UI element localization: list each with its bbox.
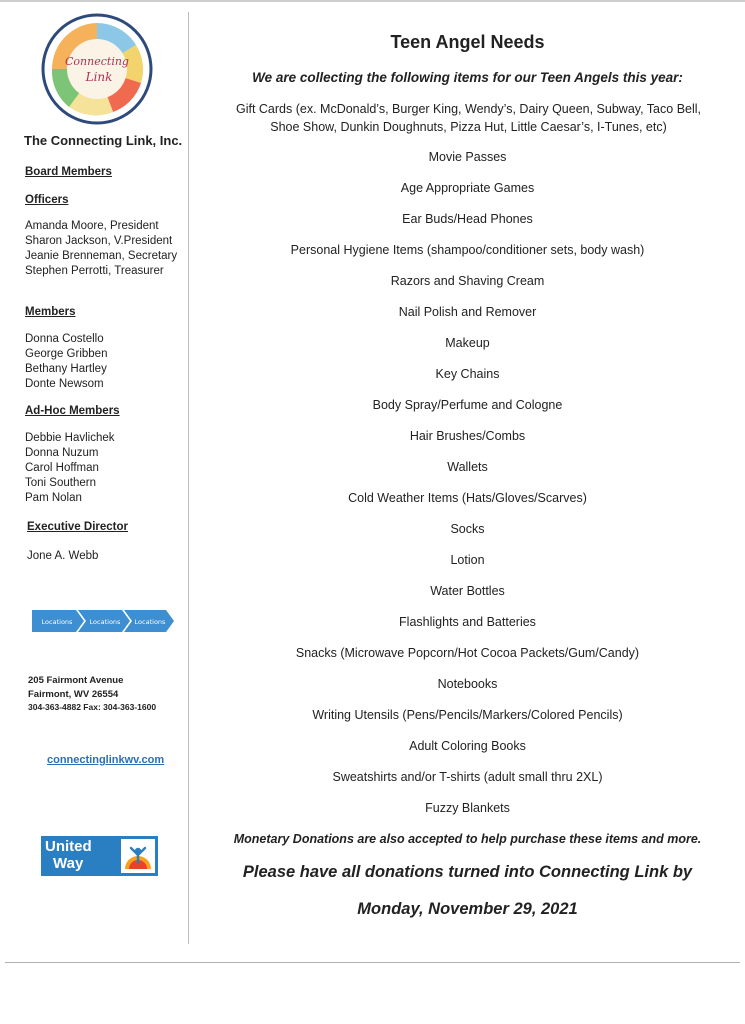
- needs-list: [190, 100, 745, 830]
- director-name: Jone A. Webb: [27, 550, 99, 562]
- list-item: Wallets: [447, 460, 488, 474]
- address-street: 205 Fairmont Avenue: [28, 675, 124, 686]
- list-item: Water Bottles: [430, 584, 505, 598]
- united-way-wordmark: [45, 838, 92, 872]
- member-item: Donte Newsom: [25, 378, 104, 390]
- logo-text-2: Link: [85, 70, 113, 84]
- adhoc-item: Debbie Havlichek: [25, 432, 115, 444]
- list-item: Body Spray/Perfume and Cologne: [372, 398, 563, 412]
- list-item: Nail Polish and Remover: [398, 305, 537, 319]
- united-way-logo: [41, 836, 158, 876]
- director-heading: Executive Director: [27, 521, 128, 533]
- deadline-date: Monday, November 29, 2021: [357, 900, 578, 918]
- locations-arrows-graphic: [32, 609, 174, 633]
- page-title: Teen Angel Needs: [390, 32, 545, 52]
- list-item: Socks: [450, 522, 485, 536]
- list-item: Writing Utensils (Pens/Pencils/Markers/Colored Pencils): [312, 708, 623, 722]
- locations-label: Locations: [134, 618, 166, 626]
- logo-text-1: Connecting: [65, 55, 129, 68]
- united-way-hand-icon: [121, 839, 155, 873]
- adhoc-heading: Ad-Hoc Members: [25, 405, 120, 417]
- page-subtitle: We are collecting the following items for our Teen Angels this year:: [252, 70, 683, 85]
- adhoc-item: Donna Nuzum: [25, 447, 99, 459]
- address-city: Fairmont, WV 26554: [28, 688, 119, 700]
- list-item: Flashlights and Batteries: [399, 615, 536, 629]
- united-way-line1: United: [45, 838, 92, 855]
- list-item: Sweatshirts and/or T-shirts (adult small thru 2XL): [332, 770, 603, 784]
- officer-item: Stephen Perrotti, Treasurer: [25, 265, 164, 277]
- list-item: Age Appropriate Games: [400, 181, 535, 195]
- list-item: Movie Passes: [428, 150, 507, 164]
- adhoc-list: [25, 431, 115, 506]
- bottom-rule: [5, 962, 740, 963]
- officer-item: Sharon Jackson, V.President: [25, 235, 173, 247]
- list-item: Adult Coloring Books: [409, 739, 526, 753]
- locations-label: Locations: [89, 618, 121, 626]
- member-item: George Gribben: [25, 348, 108, 360]
- sidebar: [0, 0, 188, 950]
- list-item: Snacks (Microwave Popcorn/Hot Cocoa Packets/Gum/Candy): [295, 646, 640, 660]
- list-item: Hair Brushes/Combs: [409, 429, 526, 443]
- column-divider: [188, 12, 189, 944]
- address-phone: 304-363-4882 Fax: 304-363-1600: [28, 702, 157, 712]
- adhoc-item: Pam Nolan: [25, 492, 82, 504]
- list-item: Cold Weather Items (Hats/Gloves/Scarves): [348, 491, 587, 505]
- members-heading: Members: [25, 306, 76, 318]
- list-item: Fuzzy Blankets: [425, 801, 510, 815]
- locations-label: Locations: [41, 618, 73, 626]
- board-heading: Board Members: [25, 166, 112, 178]
- list-item: Ear Buds/Head Phones: [402, 212, 533, 226]
- united-way-line2: Way: [53, 855, 84, 872]
- member-item: Bethany Hartley: [25, 363, 107, 375]
- adhoc-item: Carol Hoffman: [25, 462, 99, 474]
- adhoc-item: Toni Southern: [25, 477, 96, 489]
- officers-heading: Officers: [25, 194, 69, 206]
- officers-list: [25, 219, 177, 279]
- list-item: Lotion: [450, 553, 485, 567]
- monetary-note: Monetary Donations are also accepted to help purchase these items and more.: [233, 832, 702, 846]
- org-name: The Connecting Link, Inc.: [24, 133, 183, 148]
- list-item: Gift Cards (ex. McDonald’s, Burger King, Wendy’s, Dairy Queen, Subway, Taco Bell, Shoe Show, Dunkin Doughnuts, Pizza Hut, Little Caesar’s, I-Tunes, etc): [235, 102, 702, 134]
- officer-item: Amanda Moore, President: [25, 220, 159, 232]
- list-item: Makeup: [445, 336, 490, 350]
- call-to-action: Please have all donations turned into Connecting Link by: [242, 863, 693, 881]
- list-item: Razors and Shaving Cream: [390, 274, 545, 288]
- member-item: Donna Costello: [25, 333, 104, 345]
- members-list: [25, 332, 107, 392]
- list-item: Personal Hygiene Items (shampoo/conditioner sets, body wash): [290, 243, 645, 257]
- officer-item: Jeanie Brenneman, Secretary: [25, 250, 178, 262]
- address-block: [28, 674, 156, 715]
- website-link[interactable]: connectinglinkwv.com: [47, 754, 165, 766]
- list-item: Notebooks: [437, 677, 498, 691]
- list-item: Key Chains: [435, 367, 500, 381]
- connecting-link-logo: [41, 13, 153, 125]
